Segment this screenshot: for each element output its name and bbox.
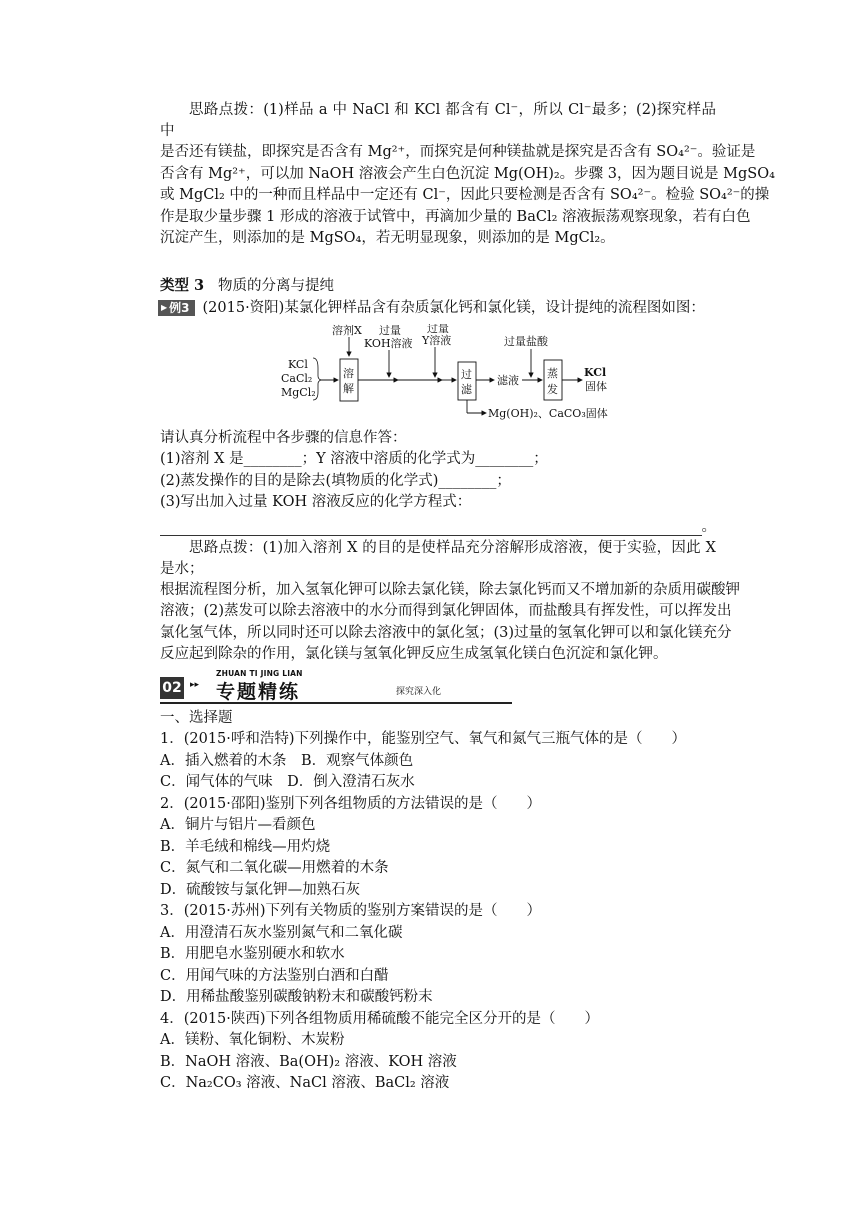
answer-end-mark: 。 [701,518,716,535]
hint2-line: 溶液；(2)蒸发可以除去溶液中的水分而得到氯化钾固体，而盐酸具有挥发性，可以挥发出 [160,603,732,619]
example-question-line: (1)溶剂 X 是________；Y 溶液中溶质的化学式为________； [160,451,548,467]
exercise-line: A．插入燃着的木条 B．观察气体颜色 [160,752,414,769]
exercise-line: A．镁粉、氧化铜粉、木炭粉 [160,1032,345,1048]
flow-step-evaporate-char: 发 [547,382,558,396]
flow-filtrate: 滤液 [497,373,519,387]
flow-reagent-y-line2: Y溶液 [422,333,452,347]
hint1-line: 作是取少量步骤 1 形成的溶液于试管中，再滴加少量的 BaCl₂ 溶液振荡观察现象，若有白色 [160,208,751,225]
hint2-line: 思路点拨：(1)加入溶剂 X 的目的是使样品充分溶解形成溶液，便于实验，因此 X 是水； [160,539,716,577]
exercise-line: B．用肥皂水鉴别硬水和软水 [160,946,345,962]
example-stem-text: (2015·资阳)某氯化钾样品含有杂质氯化钙和氯化镁，设计提纯的流程图如图： [202,299,705,316]
example-question-line: (3)写出加入过量 KOH 溶液反应的化学方程式： [160,494,472,510]
example-stem [160,298,716,318]
process-flow-diagram [280,324,620,420]
hint1-line: 沉淀产生，则添加的是 MgSO₄，若无明显现象，则添加的是 MgCl₂。 [160,230,615,246]
section-title: 专题精练 [216,680,301,703]
exercise-line: C．闻气体的气味 D．倒入澄清石灰水 [160,774,415,790]
hint-paragraph-2 [160,538,740,666]
section-pinyin: ZHUAN TI JING LIAN [216,668,303,678]
exercise-line: 2．(2015·邵阳)鉴别下列各组物质的方法错误的是（ ） [160,795,542,812]
exercise-line: 1．(2015·呼和浩特)下列操作中，能鉴别空气、氧气和氮气三瓶气体的是（ ） [160,731,687,747]
flow-step-dissolve-char: 解 [343,381,354,395]
example-questions [160,428,716,536]
hint1-line: 否含有 Mg²⁺，可以加 NaOH 溶液会产生白色沉淀 Mg(OH)₂。步骤 3，因为题目说是 MgSO₄ [160,165,775,182]
flow-precipitate: Mg(OH)₂、CaCO₃固体 [488,406,608,420]
flow-step-filter-char: 滤 [461,382,472,396]
exercise-line: B．NaOH 溶液、Ba(OH)₂ 溶液、KOH 溶液 [160,1053,457,1070]
exercise-line: D．硫酸铵与氯化钾—加熟石灰 [160,881,361,898]
hint-paragraph-1 [160,100,775,250]
exercise-line: C．氮气和二氧化碳—用燃着的木条 [160,860,389,876]
exercise-line: 4．(2015·陕西)下列各组物质用稀硫酸不能完全区分开的是（ ） [160,1010,600,1027]
play-triangle-icon: ▶ [161,302,168,312]
type-heading [160,276,716,296]
flow-input-cacl2: CaCl₂ [281,371,313,385]
hint2-line: 氯化氢气体，所以同时还可以除去溶液中的氯化氢；(3)过量的氢氧化钾可以和氯化镁充分 [160,624,732,641]
flow-product-solid: 固体 [585,379,607,393]
exercise-heading: 一、选择题 [160,709,233,726]
double-arrow-icon: ▸▸ [190,679,200,690]
flow-reagent-koh-line2: KOH溶液 [364,336,413,350]
hint1-line: 是否还有镁盐，即探究是否含有 Mg²⁺，而探究是何种镁盐就是探究是否含有 SO₄²⁻。验证是 [160,144,756,160]
hint1-line: 思路点拨：(1)样品 a 中 NaCl 和 KCl 都含有 Cl⁻，所以 Cl⁻最多；(2)探究样品中 [160,102,716,139]
flow-input-mgcl2: MgCl₂ [281,385,316,399]
type-title: 物质的分离与提纯 [217,277,334,294]
hint2-line: 根据流程图分析，加入氢氧化钾可以除去氯化镁，除去氯化钙而又不增加新的杂质用碳酸钾 [160,581,740,598]
flow-reagent-koh-line1: 过量 [379,323,401,337]
exercise-line: D．用稀盐酸鉴别碳酸钠粉末和碳酸钙粉末 [160,989,433,1005]
example-question-line: 请认真分析流程中各步骤的信息作答： [160,429,407,446]
exercise-line: B．羊毛绒和棉线—用灼烧 [160,838,331,855]
exercise-line: 3．(2015·苏州)下列有关物质的鉴别方案错误的是（ ） [160,903,542,919]
example-question-line: (2)蒸发操作的目的是除去(填物质的化学式)________； [160,472,511,489]
flow-reagent-hcl: 过量盐酸 [504,334,548,348]
flow-reagent-y-line1: 过量 [427,323,449,335]
hint1-line: 或 MgCl₂ 中的一种而且样品中一定还有 Cl⁻，因此只要检测是否含有 SO₄²⁻。检验 SO₄²⁻的操 [160,187,770,203]
flow-step-dissolve-char: 溶 [343,366,354,380]
exercise-line: A．用澄清石灰水鉴别氮气和二氧化碳 [160,924,403,941]
hint2-line: 反应起到除杂的作用，氯化镁与氢氧化钾反应生成氢氧化镁白色沉淀和氯化钾。 [160,646,668,662]
exercise-line: C．Na₂CO₃ 溶液、NaCl 溶液、BaCl₂ 溶液 [160,1075,450,1091]
exercise-line: A．铜片与铝片—看颜色 [160,817,316,833]
answer-blank-line [160,516,716,536]
document-page [160,100,775,1095]
exercise-line: C．用闻气味的方法鉴别白酒和白醋 [160,967,389,984]
type-label: 类型 3 [160,276,205,294]
flow-step-filter-char: 过 [461,367,472,381]
section-subtitle: 探究深入化 [396,686,442,697]
flow-reagent-solvent-x: 溶剂X [332,323,362,337]
exercise-list [160,708,716,1095]
flow-input-kcl: KCl [288,357,308,371]
answer-underline [160,521,702,536]
example-badge [158,300,195,316]
flow-step-evaporate-char: 蒸 [547,366,558,380]
flow-product-kcl: KCl [584,365,607,379]
example-badge-label: 例3 [169,300,190,315]
section-header [160,668,512,704]
section-number: 02 [160,677,184,699]
